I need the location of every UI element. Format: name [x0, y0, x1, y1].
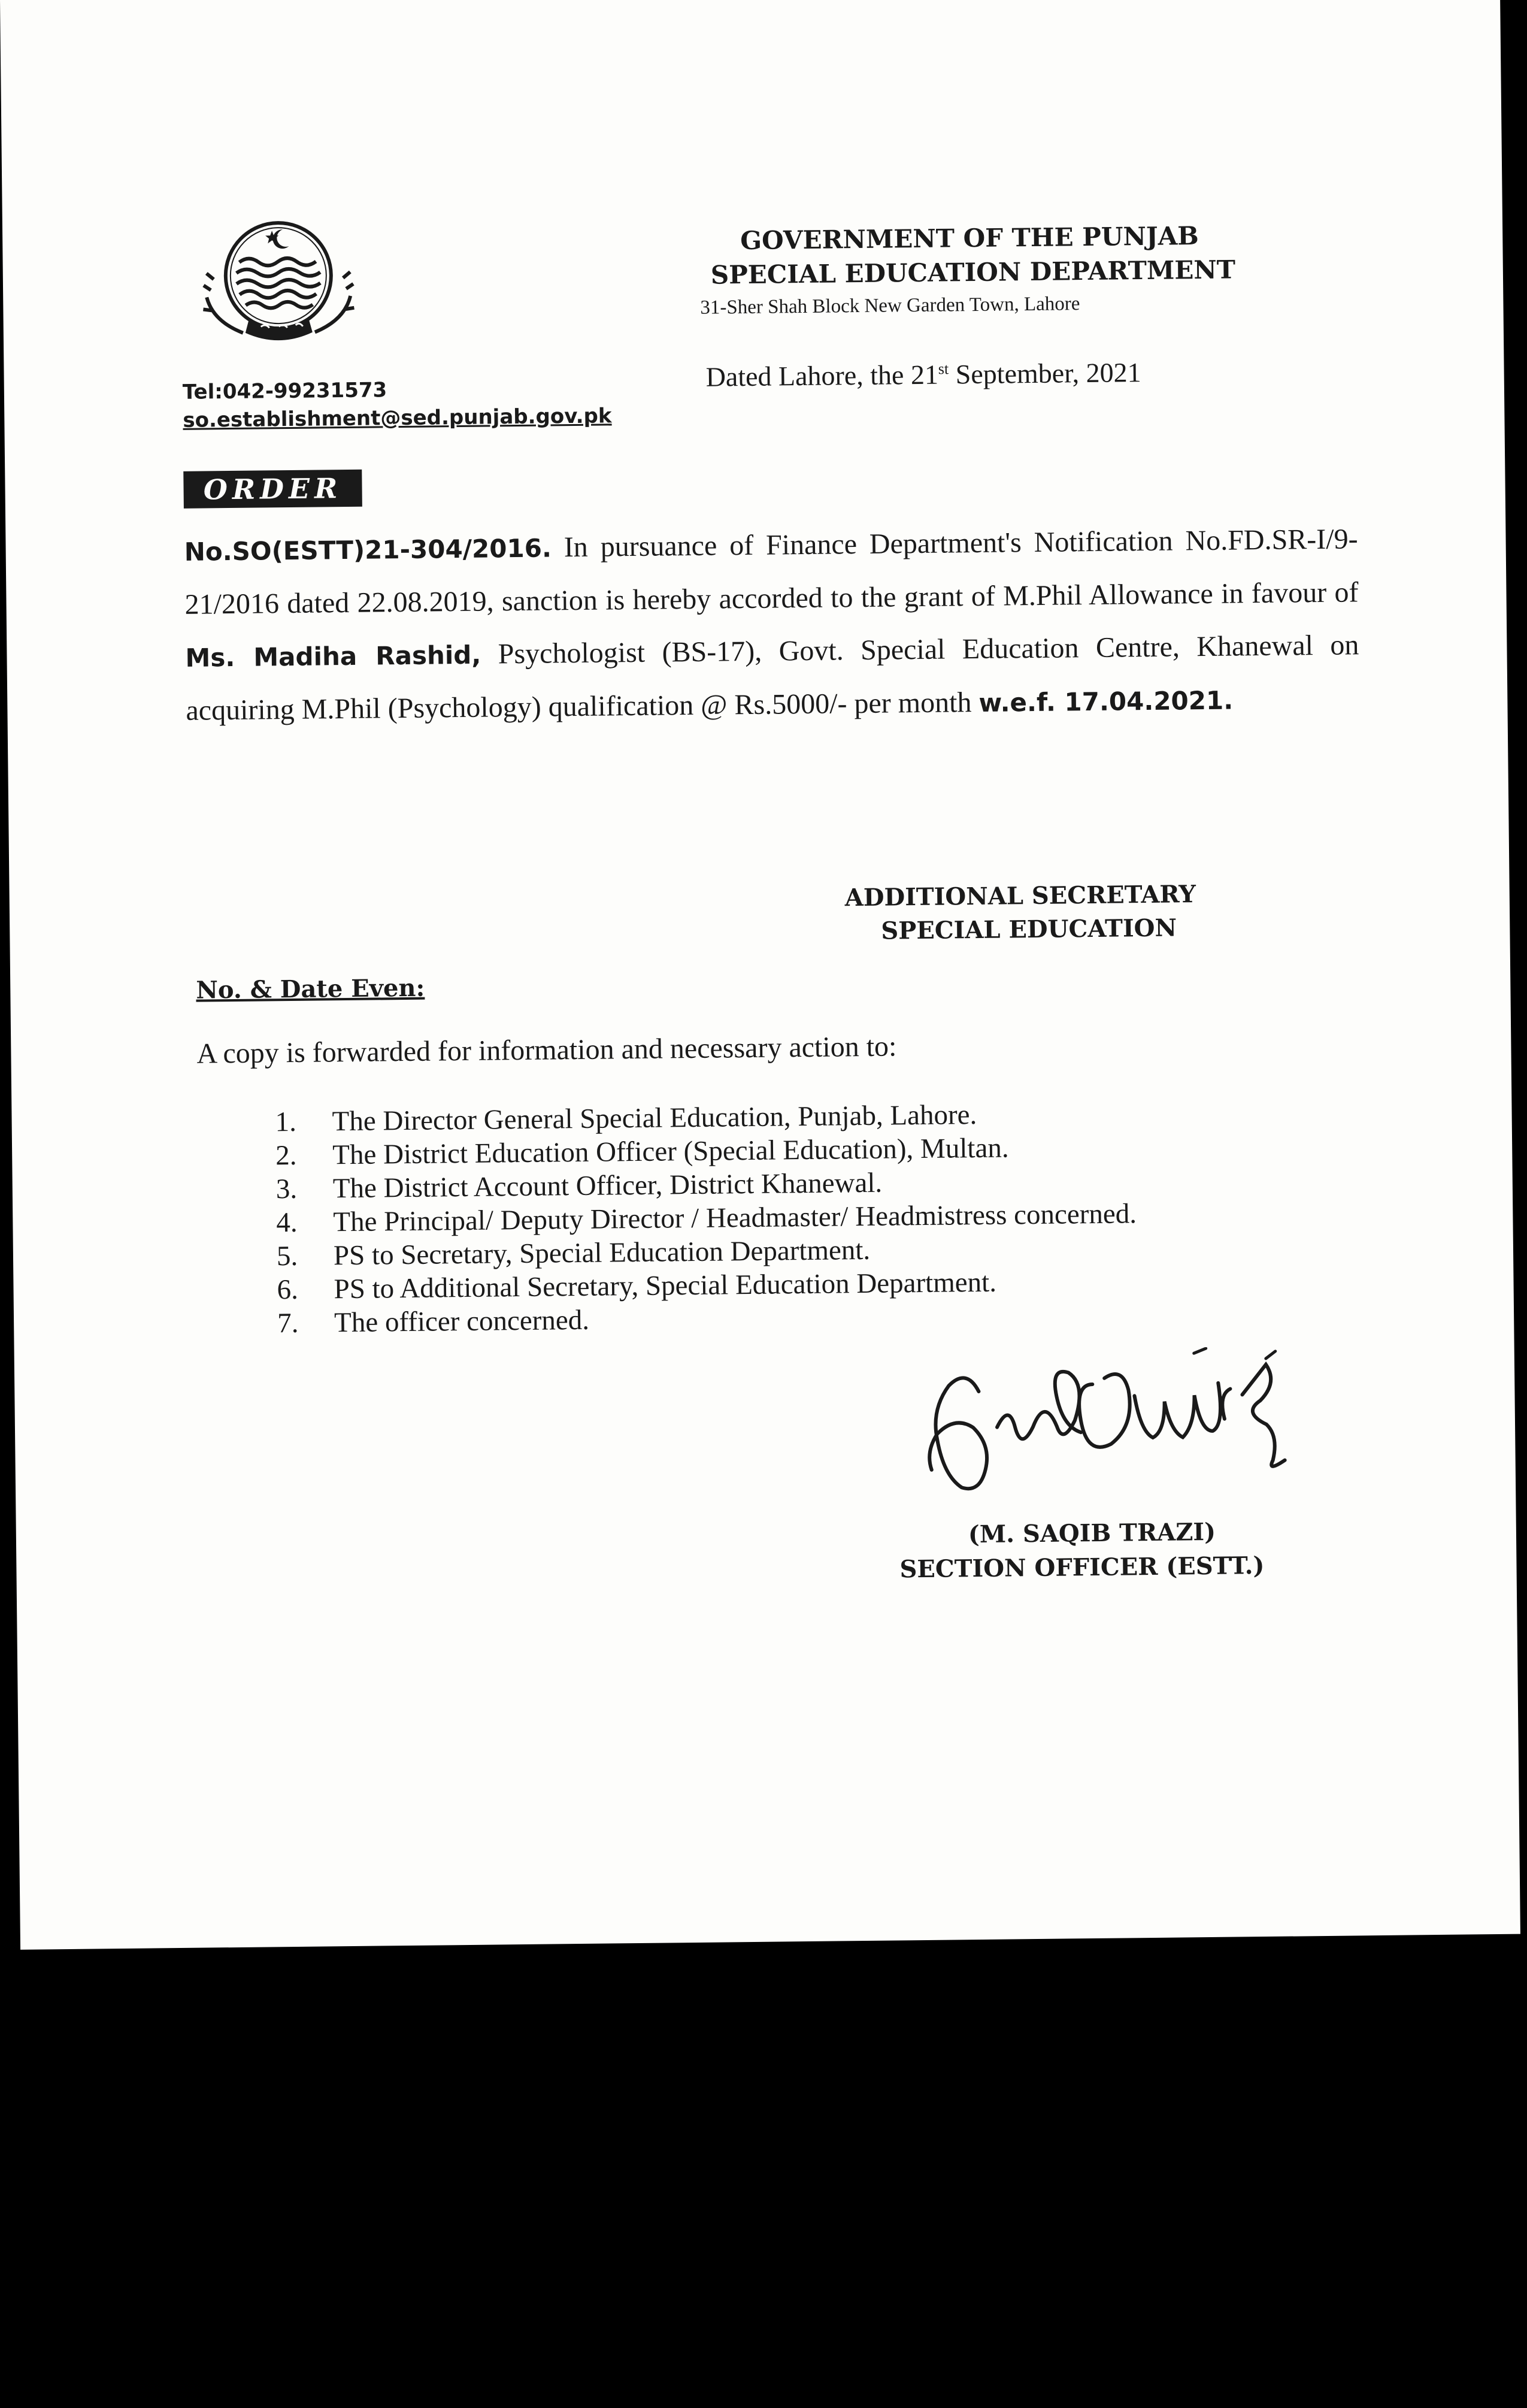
order-label: ORDER [183, 470, 362, 509]
punjab-emblem-logo [182, 211, 375, 351]
list-item-text: The Principal/ Deputy Director / Headmaster/ Headmistress concerned. [333, 1198, 1137, 1238]
order-body-paragraph [184, 513, 1360, 738]
list-item-text: PS to Secretary, Special Education Department. [333, 1234, 871, 1272]
body-text-2: Psychologist (BS-17), Govt. Special Education Centre, Khanewal on acquiring M.Phil (Psychology) qualification @ Rs.5000/- per month [186, 629, 1359, 727]
beneficiary-name: Ms. Madiha Rashid, [185, 640, 481, 673]
copy-intro: A copy is forwarded for information and necessary action to: [196, 1030, 897, 1070]
document-date [705, 356, 1141, 393]
email-address: so.establishment@sed.punjab.gov.pk [183, 404, 612, 432]
government-heading: GOVERNMENT OF THE PUNJAB [740, 221, 1199, 256]
copy-heading: No. & Date Even: [196, 973, 425, 1005]
list-item-number: 1. [275, 1106, 297, 1138]
handwritten-signature [907, 1346, 1328, 1506]
list-item-number: 5. [276, 1240, 298, 1272]
date-prefix: Dated Lahore, the 21 [705, 359, 939, 392]
copy-recipient-list [275, 1094, 1340, 1341]
list-item-text: PS to Additional Secretary, Special Education Department. [334, 1266, 997, 1305]
list-item-text: The District Education Officer (Special Education), Multan. [332, 1132, 1009, 1171]
list-item-number: 2. [275, 1139, 297, 1172]
body-text-1: In pursuance of Finance Department's Notification No.FD.SR-I/9-21/2016 dated 22.08.2019, sanction is hereby accorded to the grant of M.Phil Allowance in favour of [184, 523, 1359, 621]
list-item-text: The District Account Officer, District Khanewal. [332, 1167, 883, 1205]
list-item-number: 7. [277, 1307, 299, 1339]
date-suffix: September, 2021 [949, 357, 1141, 390]
department-heading: SPECIAL EDUCATION DEPARTMENT [710, 255, 1236, 290]
telephone-number: Tel:042-99231573 [182, 378, 387, 404]
list-item-number: 4. [276, 1206, 298, 1239]
list-item-text: The Director General Special Education, Punjab, Lahore. [332, 1099, 977, 1138]
authority-title-line1: ADDITIONAL SECRETARY [844, 880, 1196, 912]
order-number: No.SO(ESTT)21-304/2016. [184, 533, 552, 567]
department-address: 31-Sher Shah Block New Garden Town, Lahore [700, 293, 1080, 319]
authority-title-line2: SPECIAL EDUCATION [881, 913, 1177, 945]
effective-date: w.e.f. 17.04.2021. [978, 685, 1234, 718]
list-item-text: The officer concerned. [334, 1304, 590, 1339]
list-item-number: 3. [275, 1173, 298, 1205]
list-item-number: 6. [277, 1273, 299, 1306]
date-superscript: st [938, 360, 949, 378]
signatory-title: SECTION OFFICER (ESTT.) [899, 1551, 1265, 1584]
signatory-name: (M. SAQIB TRAZI) [968, 1517, 1216, 1549]
